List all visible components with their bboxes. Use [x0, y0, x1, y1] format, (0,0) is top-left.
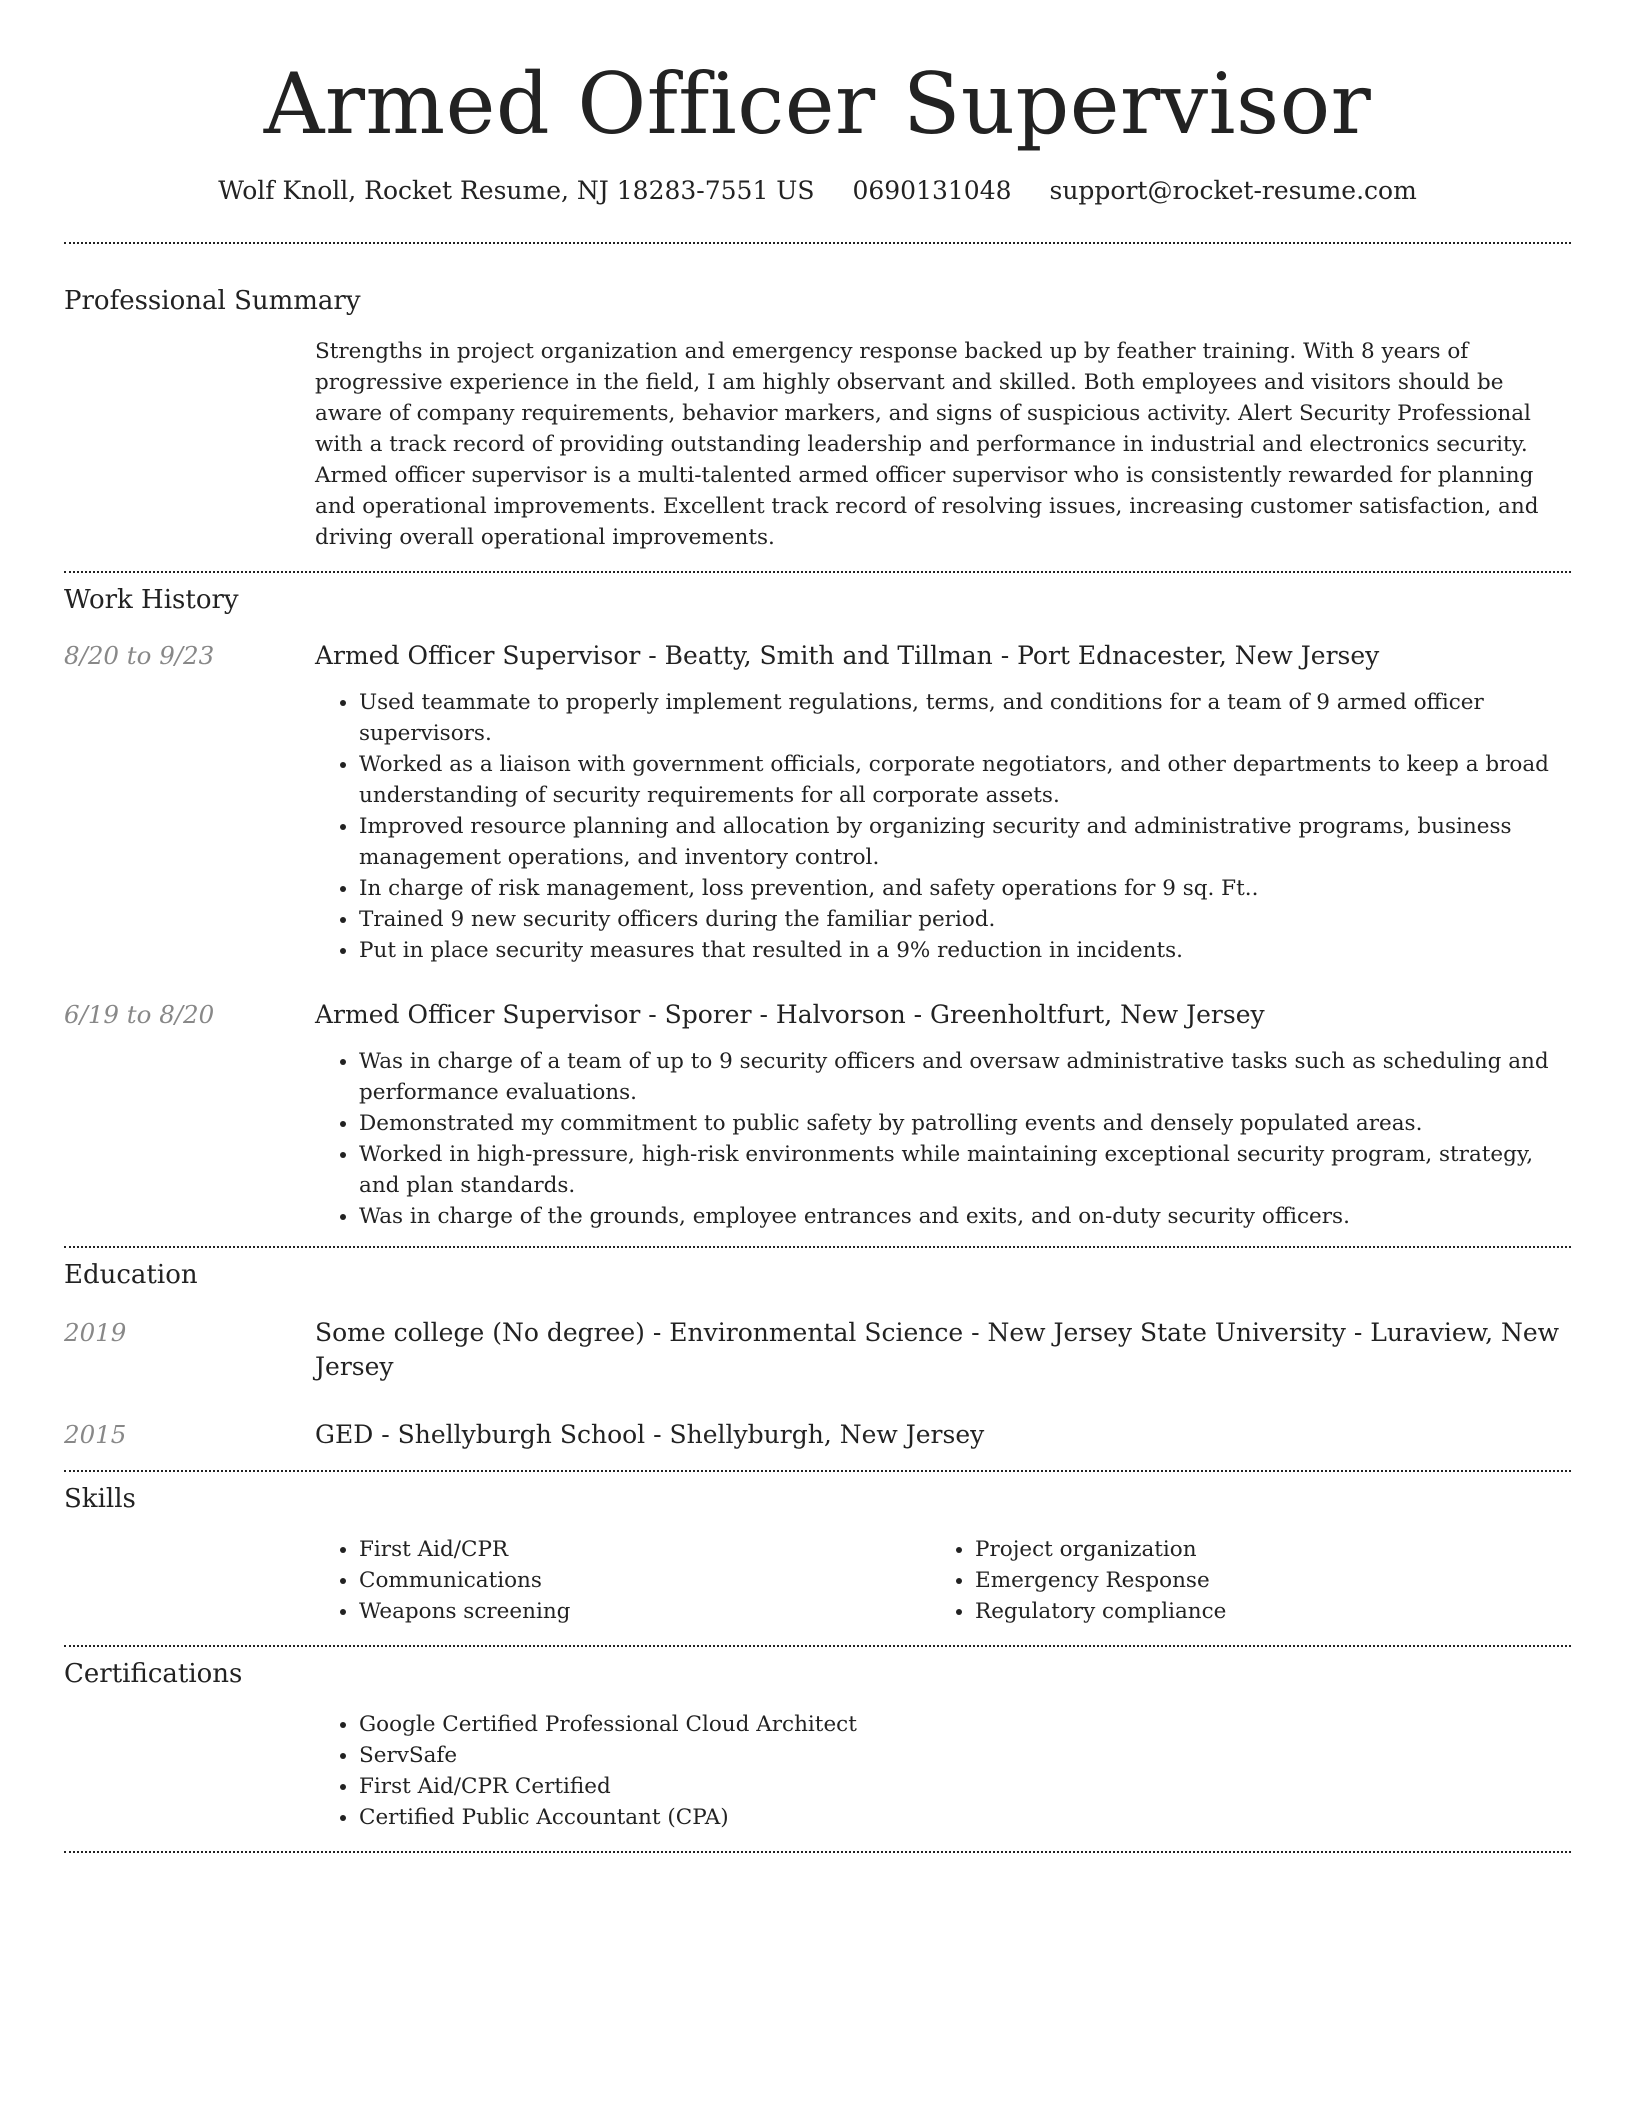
- list-item: • Emergency Response: [975, 1565, 1547, 1596]
- education-entry: [64, 1418, 1571, 1452]
- education-year: 2015: [64, 1420, 127, 1449]
- contact-address: Wolf Knoll, Rocket Resume, NJ 18283-7551 US: [218, 176, 815, 205]
- certifications-list: [315, 1709, 1571, 1833]
- summary-title: Professional Summary: [64, 286, 361, 316]
- job-bullets: [315, 687, 1571, 966]
- resume-name: Armed Officer Supervisor: [263, 55, 1372, 153]
- skills-list-left: [315, 1534, 931, 1627]
- contact-phone: 0690131048: [852, 176, 1012, 205]
- skills-section: [64, 1472, 1571, 1627]
- list-item: • Used teammate to properly implement regulations, terms, and conditions for a team of 9 armed officer supervisors.: [359, 687, 1571, 749]
- education-text: GED - Shellyburgh School - Shellyburgh, New Jersey: [315, 1420, 985, 1449]
- job-bullets: [315, 1046, 1571, 1232]
- skills-grid: [315, 1534, 1571, 1627]
- certifications-title: Certifications: [64, 1659, 243, 1689]
- list-item: • Worked in high-pressure, high-risk environments while maintaining exceptional security program, strategy, and plan standards.: [359, 1139, 1571, 1201]
- list-item: • First Aid/CPR Certified: [359, 1771, 1571, 1802]
- education-section: [64, 1248, 1571, 1452]
- summary-text: Strengths in project organization and emergency response backed up by feather training. With 8 years of progressive experience in the field, I am highly observant and skilled. Both employees and visitors should be aware of company requirements, behavior markers, and signs of suspicious activity. Alert Security Professional with a track record of providing outstanding leadership and performance in industrial and electronics security. Armed officer supervisor is a multi-talented armed officer supervisor who is consistently rewarded for planning and operational improvements. Excellent track record of resolving issues, increasing customer satisfaction, and driving overall operational improvements.: [315, 339, 1539, 550]
- list-item: • Improved resource planning and allocation by organizing security and administrative programs, business management operations, and inventory control.: [359, 811, 1571, 873]
- education-year: 2019: [64, 1318, 127, 1347]
- certifications-divider: [64, 1851, 1571, 1853]
- list-item: • Worked as a liaison with government officials, corporate negotiators, and other departments to keep a broad understanding of security requirements for all corporate assets.: [359, 749, 1571, 811]
- job-heading: Armed Officer Supervisor - Beatty, Smith and Tillman - Port Ednacester, New Jersey: [315, 641, 1380, 670]
- list-item: • Google Certified Professional Cloud Architect: [359, 1709, 1571, 1740]
- list-item: • Communications: [359, 1565, 931, 1596]
- list-item: • In charge of risk management, loss prevention, and safety operations for 9 sq. Ft..: [359, 873, 1571, 904]
- work-title: Work History: [64, 585, 239, 615]
- list-item: • Regulatory compliance: [975, 1596, 1547, 1627]
- list-item: • Weapons screening: [359, 1596, 931, 1627]
- contact-email: support@rocket-resume.com: [1049, 176, 1417, 205]
- list-item: • Project organization: [975, 1534, 1547, 1565]
- list-item: • Put in place security measures that resulted in a 9% reduction in incidents.: [359, 935, 1571, 966]
- skills-list-right: [931, 1534, 1547, 1627]
- education-title: Education: [64, 1260, 198, 1290]
- skills-title: Skills: [64, 1484, 136, 1514]
- job-dates: 8/20 to 9/23: [64, 641, 215, 670]
- list-item: • ServSafe: [359, 1740, 1571, 1771]
- education-entry: [64, 1316, 1571, 1384]
- list-item: • First Aid/CPR: [359, 1534, 931, 1565]
- contact-line: [64, 174, 1571, 208]
- job-heading: Armed Officer Supervisor - Sporer - Halvorson - Greenholtfurt, New Jersey: [315, 1000, 1265, 1029]
- job-entry: [64, 639, 1571, 966]
- summary-section: [64, 244, 1571, 553]
- certifications-section: [64, 1647, 1571, 1833]
- education-text: Some college (No degree) - Environmental Science - New Jersey State University - Luraview, New Jersey: [315, 1318, 1560, 1381]
- job-entry: [64, 998, 1571, 1232]
- job-dates: 6/19 to 8/20: [64, 1000, 215, 1029]
- list-item: • Demonstrated my commitment to public safety by patrolling events and densely populated areas.: [359, 1108, 1571, 1139]
- list-item: • Was in charge of a team of up to 9 security officers and oversaw administrative tasks such as scheduling and performance evaluations.: [359, 1046, 1571, 1108]
- list-item: • Trained 9 new security officers during the familiar period.: [359, 904, 1571, 935]
- work-section: [64, 573, 1571, 1232]
- resume-page: [64, 0, 1571, 1853]
- list-item: • Certified Public Accountant (CPA): [359, 1802, 1571, 1833]
- list-item: • Was in charge of the grounds, employee entrances and exits, and on-duty security officers.: [359, 1201, 1571, 1232]
